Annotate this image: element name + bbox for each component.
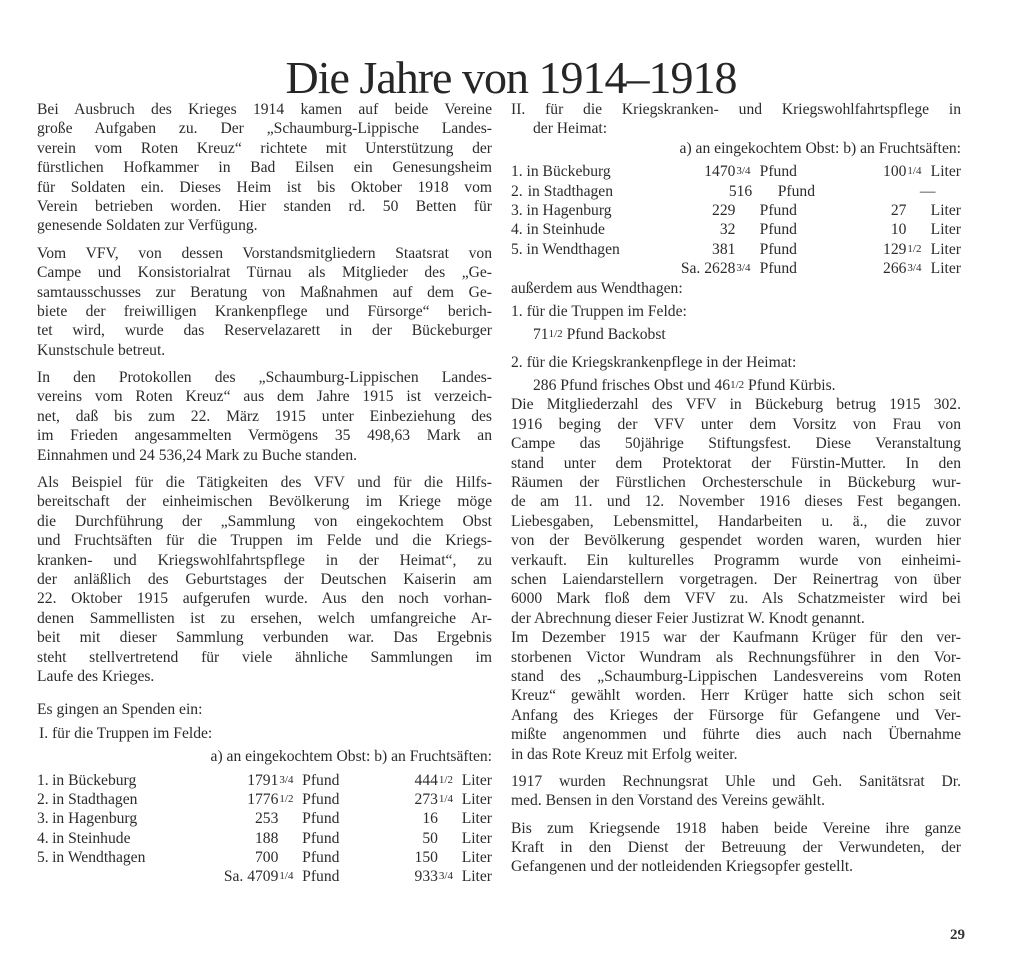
- paragraph-protocols: [37, 368, 492, 465]
- saft-unit: Liter: [930, 163, 961, 181]
- text-line: große Aufgaben zu. Der „Schaumburg-Lippische Landes-: [37, 120, 492, 138]
- text-line: tet wird, wurde das Reservelazarett in der Bückeburger: [37, 322, 492, 340]
- saft-fraction: 3/4: [907, 262, 922, 275]
- saft-fraction: 1/4: [438, 792, 453, 805]
- place-name: in Steinhude: [526, 221, 605, 239]
- page-number: 29: [950, 927, 965, 943]
- place-name: in Hagenburg: [526, 201, 612, 219]
- paragraph-outbreak: [37, 100, 492, 236]
- place-name: in Hagenburg: [52, 810, 138, 828]
- saft-fraction: 1/2: [907, 242, 922, 255]
- row-number: 5.: [511, 240, 523, 258]
- obst-fraction: [278, 829, 296, 848]
- saft-fraction: 3/4: [438, 870, 453, 883]
- obst-unit: Pfund: [759, 260, 797, 278]
- paragraph-vfv: [37, 244, 492, 360]
- obst-amount: 1470: [704, 163, 736, 181]
- obst-fraction: [735, 220, 753, 239]
- text-line: kranken- und Kriegswohlfahrtspflege in der Heimat“, zu: [37, 551, 492, 569]
- obst-unit: Pfund: [302, 810, 340, 828]
- saft-unit: Liter: [461, 868, 492, 886]
- paragraph-1917: [511, 772, 961, 811]
- text-line: Verein betrieben worden. Hier standen rd. 50 Betten für: [37, 197, 492, 215]
- table-row: [511, 220, 961, 239]
- saft-unit: Liter: [461, 771, 492, 789]
- text-line: Liebesgaben, Lebensmittel, Handarbeiten u. ä., die zuvor: [511, 512, 961, 530]
- saft-fraction: [438, 848, 456, 867]
- obst-fraction: 1/2: [279, 792, 294, 805]
- obst-unit: Pfund: [302, 829, 340, 847]
- saft-unit: Liter: [930, 240, 961, 258]
- text-line: Einnahmen und 24 536,24 Mark zu Buche standen.: [37, 446, 358, 464]
- obst-amount: 1791: [247, 771, 279, 789]
- row-number: 1.: [511, 163, 523, 181]
- text-line: Campe das 50jährige Stiftungsfest. Diese Veranstaltung: [511, 435, 961, 453]
- extra2-heading: 2. für die Kriegskrankenpflege in der Heimat:: [511, 353, 797, 371]
- saft-fraction: [438, 829, 456, 848]
- obst-fraction: [735, 240, 753, 259]
- text-line: stand unter dem Protektorat der Fürstin-Mutter. In den: [511, 454, 961, 472]
- text-line: beit mit dieser Sammlung verbunden war. Das Ergebnis: [37, 629, 492, 647]
- text-line: Bis zum Kriegsende 1918 haben beide Vereine ihre ganze: [511, 819, 961, 837]
- text-line: die Durchführung der „Sammlung von eingekochtem Obst: [37, 512, 492, 530]
- extra1-line: 711/2 Pfund Backobst: [533, 326, 666, 344]
- text-line: 1917 wurden Rechnungsrat Uhle und Geh. Sanitätsrat Dr.: [511, 772, 961, 790]
- obst-unit: Pfund: [759, 240, 797, 258]
- text-line: Räumen der Fürstlichen Orchesterschule in Bückeburg wur-: [511, 474, 961, 492]
- text-line: mißte angenommen und führte dies auch nach Übernahme: [511, 726, 961, 744]
- obst-unit: Pfund: [777, 182, 816, 200]
- table-row: [37, 771, 492, 790]
- text-line: stand des „Schaumburg-Lippischen Landesvereins vom Roten: [511, 667, 961, 685]
- text-line: 6000 Mark floß dem VFV zu. Als Schatzmeister wird bei: [511, 590, 961, 608]
- text-line: Laufe des Krieges.: [37, 667, 155, 685]
- page-title: Die Jahre von 1914–1918: [285, 52, 737, 103]
- obst-fraction: 3/4: [736, 262, 751, 275]
- table-row: [37, 809, 492, 828]
- saft-amount: 10: [890, 221, 907, 239]
- table2-header: a) an eingekochtem Obst: b) an Fruchtsäften:: [679, 139, 961, 157]
- place-name: in Stadthagen: [527, 182, 614, 200]
- text-line: Campe und Konsistorialrat Türnau als Mitglieder des „Ge-: [37, 264, 492, 282]
- place-name: in Wendthagen: [52, 849, 146, 867]
- extra-intro: außerdem aus Wendthagen:: [511, 279, 683, 297]
- table-row: [511, 182, 961, 201]
- table-row: [37, 829, 492, 848]
- right-column: [511, 100, 961, 877]
- saft-unit: Liter: [930, 260, 961, 278]
- obst-fraction: 3/4: [736, 165, 751, 178]
- place-name: in Wendthagen: [526, 240, 620, 258]
- row-number: 5.: [37, 849, 49, 867]
- text-line: Als Beispiel für die Tätigkeiten des VFV und für die Hilfs-: [37, 474, 492, 492]
- section2-heading: II. für die Kriegskranken- und Kriegswohlfahrtspflege in: [511, 101, 961, 118]
- table1-header: a) an eingekochtem Obst: b) an Fruchtsäften:: [210, 748, 492, 766]
- saft-unit: [955, 182, 961, 201]
- text-line: Kraft in den Dienst der Betreuung der Verwundeten, der: [511, 839, 961, 857]
- text-line: In den Protokollen des „Schaumburg-Lippischen Landes-: [37, 369, 492, 387]
- section2-heading-cont: der Heimat:: [533, 120, 608, 138]
- extra2-line: 286 Pfund frisches Obst und 461/2 Pfund Kürbis.: [533, 377, 836, 395]
- obst-amount: 700: [255, 849, 279, 867]
- text-line: Gefangenen und der notleidenden Kriegsopfer gestellt.: [511, 858, 854, 876]
- saft-amount: 129: [883, 240, 907, 258]
- text-line: fürstlichen Hofkammer in Bad Eilsen ein Genesungsheim: [37, 159, 492, 177]
- text-line: Anfang des Krieges der Fürsorge für Gefangene und Ver-: [511, 706, 961, 724]
- text-line: von der Bevölkerung gespendet worden waren, wurden hier: [511, 532, 961, 550]
- text-line: und Fruchtsäften für die Truppen im Felde und die Kriegs-: [37, 532, 492, 550]
- paragraph-anniversary: [511, 415, 961, 628]
- saft-amount: 150: [414, 849, 438, 867]
- paragraph-krueger: [511, 628, 961, 764]
- left-column: [37, 100, 492, 887]
- text-line: für Soldaten ein. Dieses Heim ist bis Oktober 1918 vom: [37, 178, 492, 196]
- row-number: 2.: [37, 790, 49, 808]
- saft-unit: Liter: [461, 810, 492, 828]
- saft-unit: Liter: [930, 221, 961, 239]
- text-line: de am 11. und 12. November 1916 dieses Fest begangen.: [511, 493, 961, 511]
- text-line: med. Bensen in den Vorstand des Vereins gewählt.: [511, 792, 825, 810]
- row-number: 2.: [511, 182, 523, 200]
- row-number: [511, 259, 527, 278]
- saft-unit: Liter: [461, 849, 492, 867]
- saft-fraction: 1/4: [907, 165, 922, 178]
- saft-fraction: 1/2: [438, 773, 453, 786]
- text-line: samtausschusses zur Beratung von Maßnahmen auf dem Ge-: [37, 283, 492, 301]
- saft-amount: 50: [422, 829, 438, 847]
- text-line: Im Dezember 1915 war der Kaufmann Krüger für den ver-: [511, 629, 961, 647]
- section1-heading: I. für die Truppen im Felde:: [39, 724, 213, 742]
- donations-table-2: [511, 162, 961, 278]
- saft-amount: 16: [422, 810, 438, 828]
- place-name: [52, 867, 178, 886]
- obst-unit: Pfund: [759, 221, 797, 239]
- place-name: in Stadthagen: [52, 790, 138, 808]
- obst-unit: Pfund: [302, 771, 340, 789]
- obst-amount: 32: [719, 221, 736, 239]
- text-line: Kunstschule betreut.: [37, 341, 166, 359]
- text-line: Bei Ausbruch des Krieges 1914 kamen auf beide Vereine: [37, 101, 492, 118]
- obst-amount: Sa. 4709: [223, 868, 279, 886]
- saft-amount: 273: [414, 790, 438, 808]
- members-line: Die Mitgliederzahl des VFV in Bückeburg betrug 1915 302.: [511, 396, 961, 414]
- obst-fraction: [735, 201, 753, 220]
- saft-fraction: [438, 809, 456, 828]
- place-name: [527, 259, 656, 278]
- donations-table-1: [37, 771, 492, 887]
- obst-amount: 229: [712, 201, 736, 219]
- obst-amount: 188: [255, 829, 279, 847]
- text-line: bereitschaft der einheimischen Bevölkerung im Kriege möge: [37, 493, 492, 511]
- table-row: [511, 259, 961, 278]
- obst-amount: 516: [728, 182, 753, 200]
- text-line: genesende Soldaten zur Verfügung.: [37, 217, 258, 235]
- paragraph-example: [37, 473, 492, 686]
- row-number: 3.: [37, 810, 49, 828]
- text-line: net, daß bis zum 22. März 1915 unter Einbeziehung des: [37, 407, 492, 425]
- obst-amount: Sa. 2628: [680, 260, 736, 278]
- row-number: [37, 867, 52, 886]
- obst-fraction: [278, 848, 296, 867]
- text-line: vereins vom Roten Kreuz“ aus dem Jahre 1915 ist verzeich-: [37, 388, 492, 406]
- row-number: 4.: [511, 221, 523, 239]
- table-row: [511, 240, 961, 259]
- text-line: der Abrechnung dieser Feier Justizrat W. Knodt genannt.: [511, 609, 865, 627]
- obst-unit: Pfund: [302, 868, 340, 886]
- saft-amount: 27: [890, 201, 907, 219]
- saft-amount: 100: [883, 163, 907, 181]
- text-line: 22. Oktober 1915 aufgerufen wurde. Aus den noch vorhan-: [37, 590, 492, 608]
- table-row: [37, 867, 492, 886]
- text-line: schen Laiendarstellern vorgetragen. Der Reinertrag von über: [511, 570, 961, 588]
- table-row: [37, 790, 492, 809]
- obst-unit: Pfund: [302, 849, 340, 867]
- text-line: denen Sammellisten ist zu ersehen, welch umfangreiche Ar-: [37, 609, 492, 627]
- text-line: verein vom Roten Kreuz“ richtete mit Unterstützung der: [37, 139, 492, 157]
- text-line: in das Rote Kreuz mit Erfolg weiter.: [511, 745, 738, 763]
- saft-unit: Liter: [930, 201, 961, 219]
- saft-unit: Liter: [461, 829, 492, 847]
- saft-amount: 444: [414, 771, 438, 789]
- saft-unit: Liter: [461, 790, 492, 808]
- extra1-heading: 1. für die Truppen im Felde:: [511, 302, 687, 320]
- obst-unit: Pfund: [759, 201, 797, 219]
- donations-intro: Es gingen an Spenden ein:: [37, 701, 203, 719]
- saft-amount: 933: [414, 868, 438, 886]
- place-name: in Bückeburg: [526, 163, 611, 181]
- text-line: verkauft. Ein kulturelles Programm wurde von einheimi-: [511, 551, 961, 569]
- table-row: [511, 162, 961, 181]
- row-number: 3.: [511, 201, 523, 219]
- text-line: der anläßlich des Geburtstages der Deutschen Kaiserin am: [37, 570, 492, 588]
- obst-fraction: [752, 182, 772, 201]
- obst-amount: 381: [712, 240, 736, 258]
- row-number: 4.: [37, 829, 49, 847]
- table-row: [511, 201, 961, 220]
- saft-fraction: [935, 182, 955, 201]
- saft-fraction: [906, 220, 924, 239]
- text-line: Vom VFV, von dessen Vorstandsmitgliedern Staatsrat von: [37, 244, 492, 262]
- saft-amount: 266: [883, 260, 907, 278]
- text-line: biete der freiwilligen Krankenpflege und Fürsorge“ berich-: [37, 302, 492, 320]
- obst-fraction: 1/4: [279, 870, 294, 883]
- saft-amount: —: [919, 182, 936, 200]
- obst-amount: 253: [255, 810, 279, 828]
- paragraph-war-end: [511, 819, 961, 877]
- obst-fraction: 3/4: [279, 773, 294, 786]
- obst-unit: Pfund: [759, 163, 797, 181]
- obst-fraction: [278, 809, 296, 828]
- text-line: im Frieden angesammelten Vermögens 35 498,63 Mark an: [37, 427, 492, 445]
- place-name: in Bückeburg: [52, 771, 137, 789]
- table-row: [37, 848, 492, 867]
- saft-fraction: [906, 201, 924, 220]
- row-number: 1.: [37, 771, 49, 789]
- text-line: 1916 beging der VFV unter dem Vorsitz von Frau von: [511, 415, 961, 433]
- text-line: Kreuz“ gewählt worden. Herr Krüger hatte sich schon seit: [511, 687, 961, 705]
- place-name: in Steinhude: [52, 829, 131, 847]
- text-line: steht stellvertretend für viele ähnliche Sammlungen im: [37, 648, 492, 666]
- obst-amount: 1776: [247, 790, 279, 808]
- text-line: storbenen Victor Wundram als Rechnungsführer in den Vor-: [511, 648, 961, 666]
- obst-unit: Pfund: [302, 790, 340, 808]
